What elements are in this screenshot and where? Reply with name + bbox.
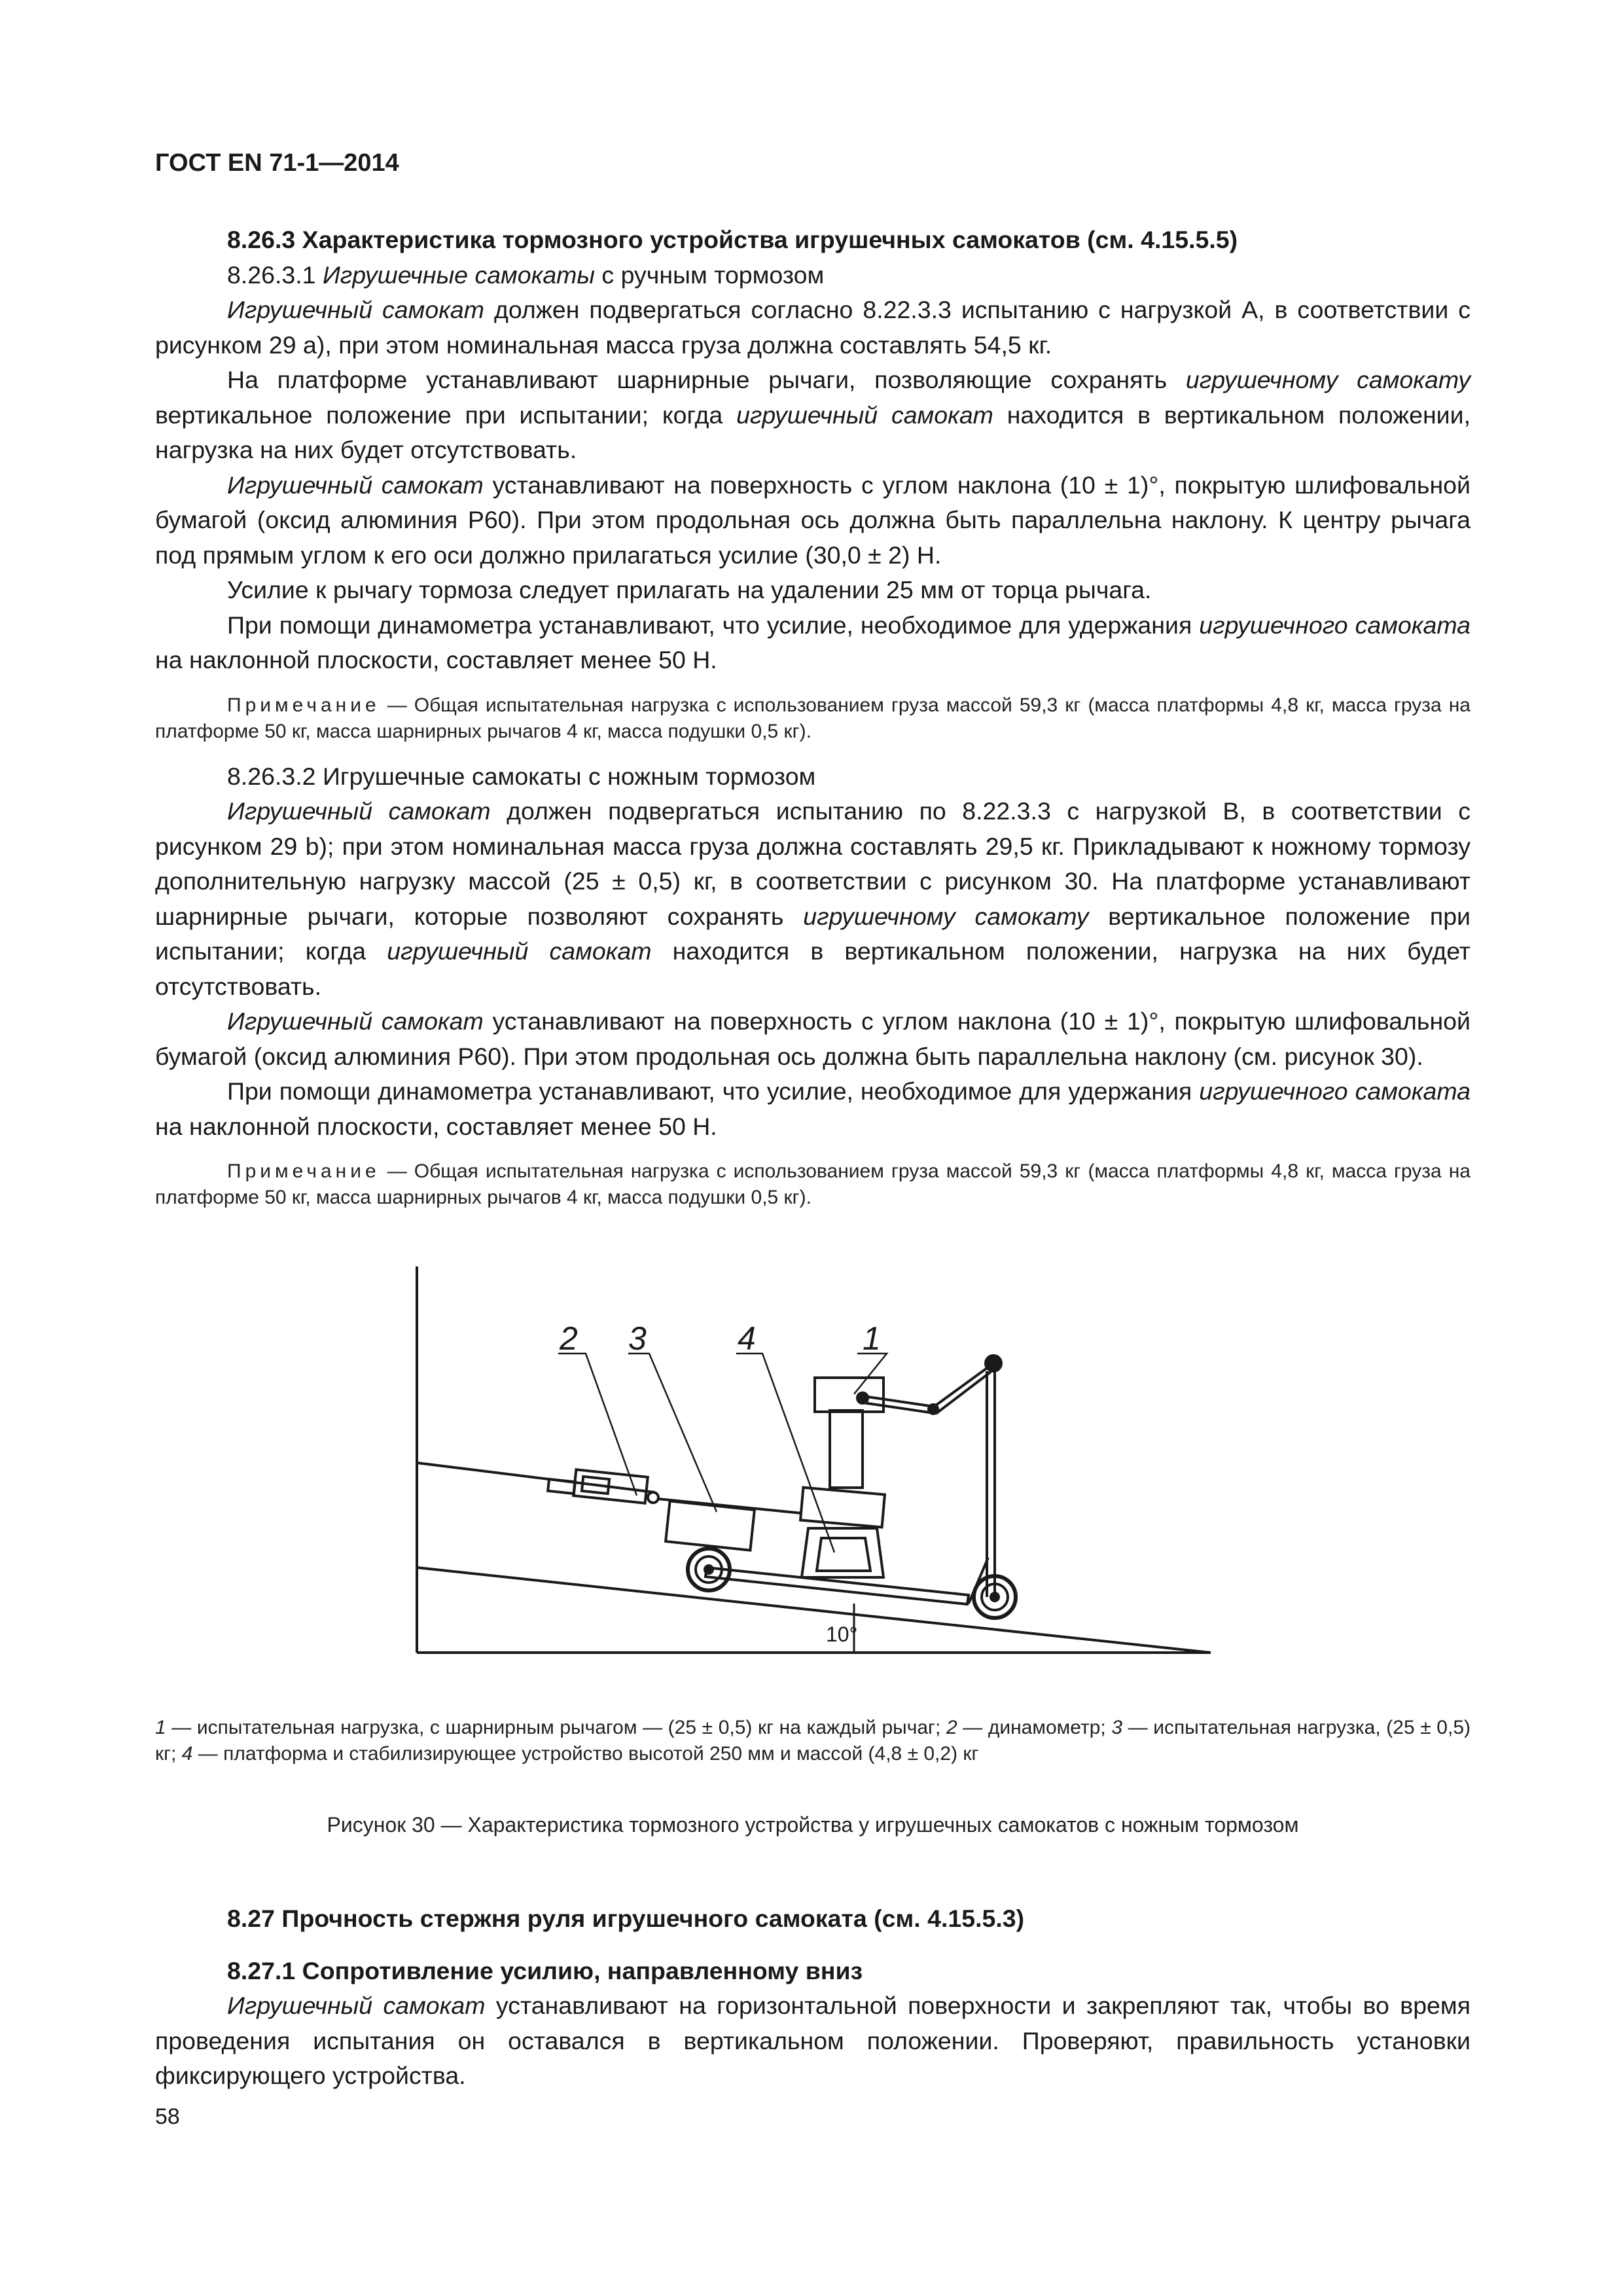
figure-label-3: 3: [628, 1320, 647, 1357]
handlebar-link-lower: [936, 1372, 991, 1414]
test-load-block: [666, 1501, 755, 1550]
paragraph: Игрушечный самокат должен подвергаться согласно 8.22.3.3 испытанию с нагрузкой A, в соответствии с рисунком 29 a), при этом номинальная масса груза должна составлять 54,5 кг.: [155, 296, 1471, 359]
section-8-27: [155, 1901, 1471, 2094]
load-column: [830, 1410, 863, 1488]
paragraph: Игрушечный самокат устанавливают на горизонтальной поверхности и закрепляют так, чтобы во время проведения испытания он оставался в вертикальном положении. Проверяют, правильность установки фиксирующего устройства.: [155, 1992, 1471, 2089]
paragraph: При помощи динамометра устанавливают, что усилие, необходимое для удержания игрушечного самоката на наклонной плоскости, составляет менее 50 Н.: [155, 1077, 1471, 1140]
figure-label-2: 2: [560, 1320, 578, 1357]
paragraph: Усилие к рычагу тормоза следует прилагать на удалении 25 мм от торца рычага.: [227, 576, 1152, 603]
page-number: 58: [155, 2104, 180, 2129]
dynamometer-pivot: [648, 1492, 658, 1503]
platform-stand-inner: [817, 1538, 870, 1571]
lever-pivot: [857, 1393, 868, 1403]
scooter-deck: [705, 1568, 969, 1604]
document-header: ГОСТ EN 71-1—2014: [155, 149, 399, 177]
leader-line-1: [854, 1354, 887, 1394]
note: Примечание — Общая испытательная нагрузка с использованием груза массой 59,3 кг (масса платформы 4,8 кг, масса груза на платформе 50 кг, масса шарнирных рычагов 4 кг, масса подушки 0,5 кг).: [155, 694, 1471, 742]
section-8-26-3: [155, 223, 1471, 1211]
figure-caption: 1 — испытательная нагрузка, с шарнирным рычагом — (25 ± 0,5) кг на каждый рычаг; 2 — динамометр; 3 — испытательная нагрузка, (25 ± 0,5) кг; 4 — платформа и стабилизирующее устройство высотой 250 мм и массой (4,8 ± 0,2) кг: [155, 1717, 1471, 1765]
subsection-heading-8-27-1: 8.27.1 Сопротивление усилию, направленному вниз: [227, 1956, 863, 1984]
note: Примечание — Общая испытательная нагрузка с использованием груза массой 59,3 кг (масса платформы 4,8 кг, масса груза на платформе 50 кг, масса шарнирных рычагов 4 кг, масса подушки 0,5 кг).: [155, 1160, 1471, 1208]
subsection-8-26-3-1-title: 8.26.3.1 Игрушечные самокаты с ручным тормозом: [227, 260, 825, 289]
fork-brace: [969, 1558, 988, 1604]
section-heading-8-27: 8.27 Прочность стержня руля игрушечного самоката (см. 4.15.5.3): [227, 1905, 1025, 1932]
figure-label-4: 4: [738, 1320, 756, 1357]
angle-label: 10°: [826, 1623, 858, 1646]
paragraph: Игрушечный самокат должен подвергаться испытанию по 8.22.3.3 с нагрузкой B, в соответствии с рисунком 29 b); при этом номинальная масса груза должна составлять 29,5 кг. Прикладывают к ножному тормозу дополнительную нагрузку массой (25 ± 0,5) кг, в соответствии с рисунком 30. На платформе устанавливают шарнирные рычаги, которые позволяют сохранять игрушечному самокату вертикальное положение при испытании; когда игрушечный самокат находится в вертикальном положении, нагрузка на них будет отсутствовать.: [155, 797, 1471, 1000]
load-head: [815, 1378, 883, 1412]
handlebar-link: [933, 1363, 993, 1407]
subsection-8-26-3-2-title: 8.26.3.2 Игрушечные самокаты с ножным тормозом: [227, 762, 816, 790]
figure-title: Рисунок 30 — Характеристика тормозного устройства у игрушечных самокатов с ножным тормозом: [327, 1813, 1299, 1837]
figure-30-diagram: [393, 1257, 1243, 1676]
upper-slope-line: [417, 1463, 654, 1492]
leader-line-3: [628, 1354, 717, 1512]
paragraph: Игрушечный самокат устанавливают на поверхность с углом наклона (10 ± 1)°, покрытую шлифовальной бумагой (оксид алюминия P60). При этом продольная ось должна быть параллельна наклону (см. рисунок 30).: [155, 1007, 1471, 1070]
paragraph: На платформе устанавливают шарнирные рычаги, позволяющие сохранять игрушечному самокату вертикальное положение при испытании; когда игрушечный самокат находится в вертикальном положении, нагрузка на них будет отсутствовать.: [155, 366, 1471, 463]
section-heading-8-26-3: 8.26.3 Характеристика тормозного устройства игрушечных самокатов (см. 4.15.5.5): [227, 226, 1238, 253]
paragraph: При помощи динамометра устанавливают, что усилие, необходимое для удержания игрушечного самоката на наклонной плоскости, составляет менее 50 Н.: [155, 611, 1471, 673]
dynamometer-hook: [548, 1479, 575, 1494]
ramp-surface: [417, 1568, 1211, 1653]
figure-label-1: 1: [863, 1320, 881, 1357]
rear-wheel-hub: [705, 1566, 713, 1573]
paragraph: Игрушечный самокат устанавливают на поверхность с углом наклона (10 ± 1)°, покрытую шлифовальной бумагой (оксид алюминия P60). При этом продольная ось должна быть параллельна наклону. К центру рычага под прямым углом к его оси должно прилагаться усилие (30,0 ± 2) Н.: [155, 471, 1471, 569]
